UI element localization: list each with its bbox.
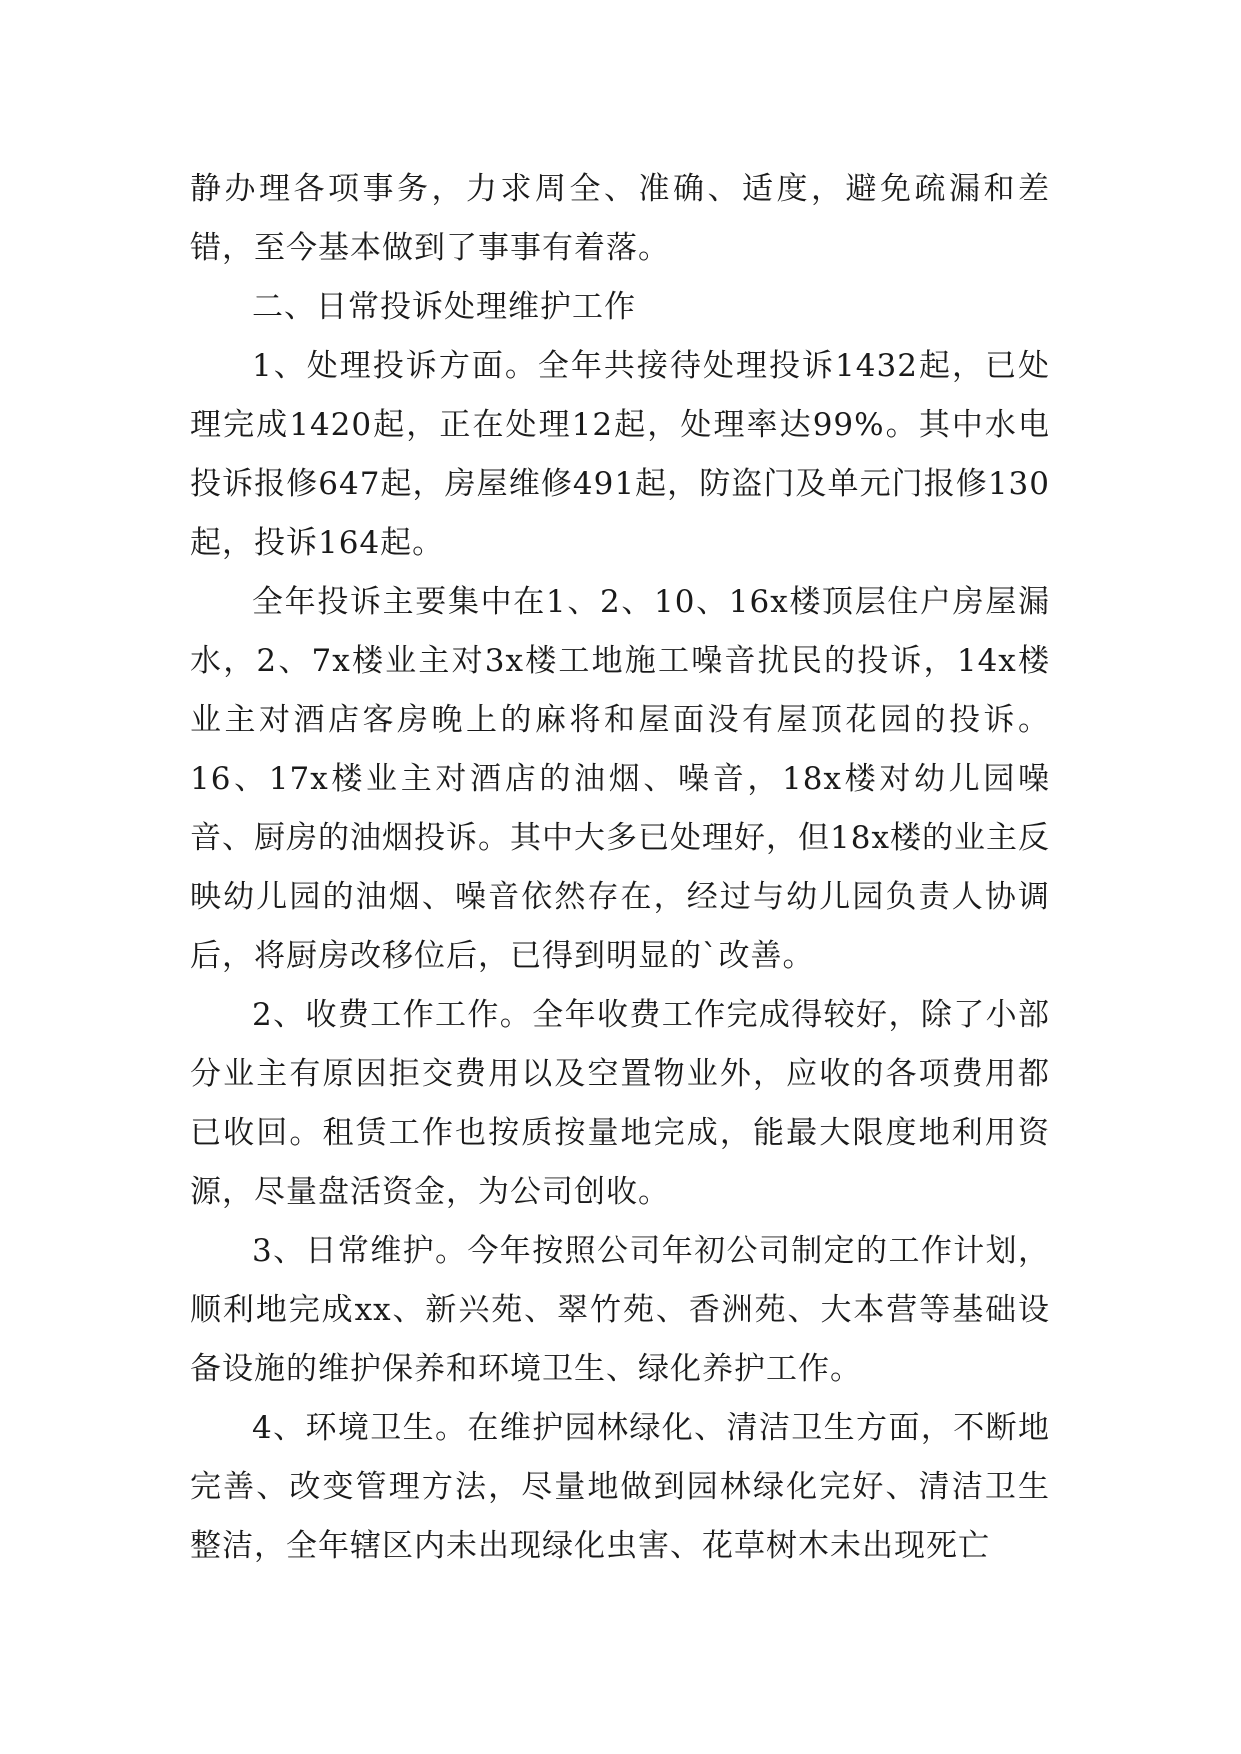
paragraph-continuation: 静办理各项事务，力求周全、准确、适度，避免疏漏和差错，至今基本做到了事事有着落。 (190, 171, 1050, 266)
paragraph-complaint-details: 全年投诉主要集中在1、2、10、16x楼顶层住户房屋漏水，2、7x楼业主对3x楼工地施工噪音扰民的投诉，14x楼业主对酒店客房晚上的麻将和屋面没有屋顶花园的投诉。16、17x楼业主对酒店的油烟、噪音，18x楼对幼儿园噪音、厨房的油烟投诉。其中大多已处理好，但18x楼的业主反映幼儿园的油烟、噪音依然存在，经过与幼儿园负责人协调后，将厨房改移位后，已得到明显的`改善。 (190, 584, 1050, 974)
paragraph-environment: 4、环境卫生。在维护园林绿化、清洁卫生方面，不断地完善、改变管理方法，尽量地做到园林绿化完好、清洁卫生整洁，全年辖区内未出现绿化虫害、花草树木未出现死亡 (190, 1410, 1050, 1564)
section-heading: 二、日常投诉处理维护工作 (252, 289, 636, 325)
document-body (190, 160, 1050, 1576)
paragraph-fees: 2、收费工作工作。全年收费工作完成得较好，除了小部分业主有原因拒交费用以及空置物业外，应收的各项费用都已收回。租赁工作也按质按量地完成，能最大限度地利用资源，尽量盘活资金，为公司创收。 (190, 997, 1050, 1210)
paragraph-maintenance: 3、日常维护。今年按照公司年初公司制定的工作计划，顺利地完成xx、新兴苑、翠竹苑、香洲苑、大本营等基础设备设施的维护保养和环境卫生、绿化养护工作。 (190, 1233, 1050, 1387)
paragraph-complaints: 1、处理投诉方面。全年共接待处理投诉1432起，已处理完成1420起，正在处理12起，处理率达99%。其中水电投诉报修647起，房屋维修491起，防盗门及单元门报修130起，投诉164起。 (190, 348, 1050, 561)
